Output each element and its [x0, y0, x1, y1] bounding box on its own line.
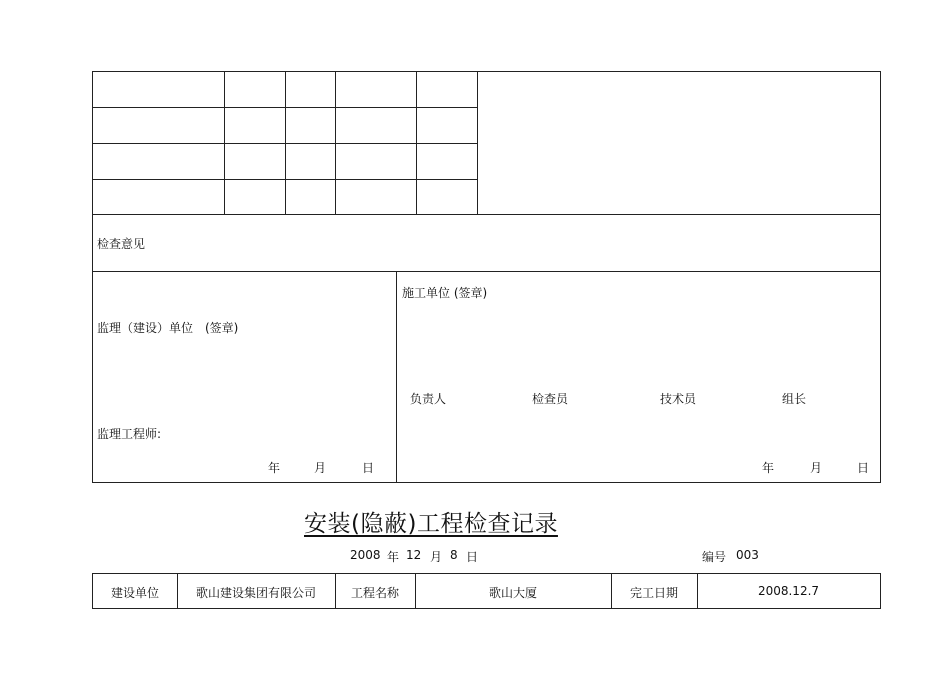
signature-section: [92, 271, 881, 483]
grid-row-divider: [93, 179, 477, 180]
project-name-label: 工程名称: [350, 586, 399, 600]
record-date-day: 8: [450, 548, 458, 562]
grid-column-divider: [477, 72, 478, 215]
grid-row-divider: [93, 107, 477, 108]
page-title: 安装(隐蔽)工程检查记录: [304, 511, 558, 537]
grid-row-divider: [93, 143, 477, 144]
top-grid-table: [92, 71, 881, 215]
record-date-year: 2008: [350, 548, 381, 562]
record-year-char: 年: [387, 550, 400, 564]
supervision-unit-label: 监理（建设）单位 (签章): [97, 321, 239, 335]
left-date-day: 日: [362, 461, 375, 475]
owner-unit-label: 建设单位: [110, 586, 159, 600]
completion-date-label: 完工日期: [629, 586, 678, 600]
left-date-month: 月: [314, 461, 327, 475]
record-number-value: 003: [736, 548, 759, 562]
record-day-char: 日: [466, 550, 479, 564]
role-inspector: 检查员: [532, 392, 569, 406]
project-name-value: 歌山大厦: [488, 586, 537, 600]
left-date-year: 年: [268, 461, 281, 475]
role-responsible-person: 负责人: [410, 392, 447, 406]
record-date-month: 12: [406, 548, 422, 562]
record-month-char: 月: [430, 550, 443, 564]
role-technician: 技术员: [660, 392, 697, 406]
inspection-opinion-label: 检查意见: [97, 237, 146, 251]
owner-unit-value: 歌山建设集团有限公司: [195, 586, 316, 600]
supervision-engineer-label: 监理工程师:: [97, 427, 162, 441]
project-info-table: [92, 573, 881, 609]
record-number-label: 编号: [702, 550, 727, 564]
right-date-day: 日: [857, 461, 870, 475]
right-date-year: 年: [762, 461, 775, 475]
inspection-opinion-row: [92, 214, 881, 272]
signature-divider: [396, 272, 397, 482]
completion-date-value: 2008.12.7: [757, 584, 820, 598]
role-team-leader: 组长: [782, 392, 807, 406]
construction-unit-label: 施工单位 (签章): [402, 286, 488, 300]
right-date-month: 月: [810, 461, 823, 475]
